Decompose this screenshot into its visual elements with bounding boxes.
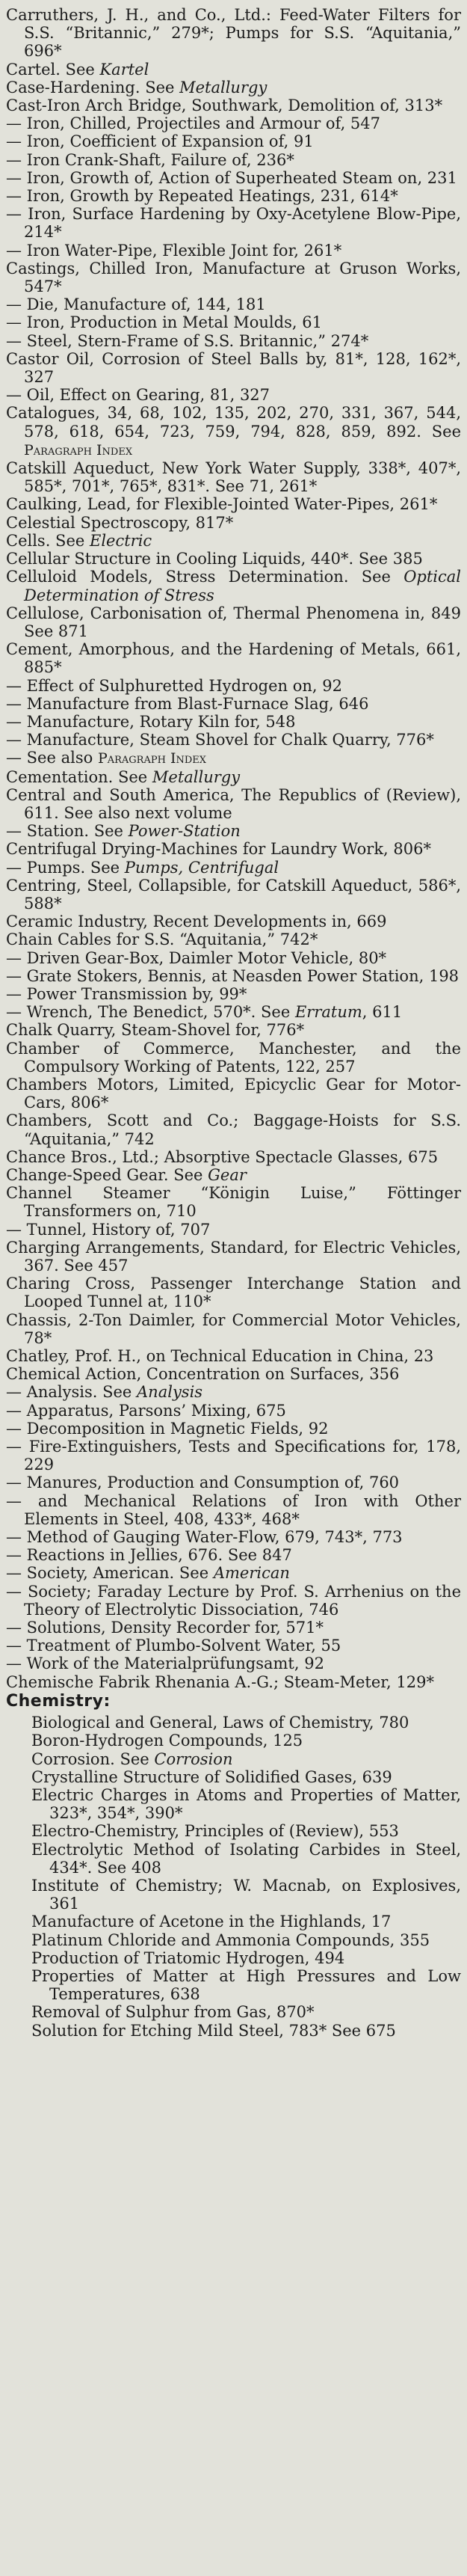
- entry-text: — Solutions, Density Recorder for, 571*: [6, 1619, 324, 1637]
- index-entry: [6, 1021, 461, 1039]
- entry-text: — Manufacture, Steam Shovel for Chalk Quarry, 776*: [6, 731, 434, 749]
- entry-text: Charging Arrangements, Standard, for Electric Vehicles, 367. See 457: [6, 1238, 461, 1275]
- index-entry: [6, 1673, 461, 1691]
- index-entry: [6, 2003, 461, 2021]
- index-entry: [6, 604, 461, 640]
- index-entry: [6, 114, 461, 132]
- entry-text: Production of Triatomic Hydrogen, 494: [31, 1948, 345, 1967]
- entry-text: Centrifugal Drying-Machines for Laundry Work, 806*: [6, 840, 431, 859]
- entry-text: — Society; Faraday Lecture by Prof. S. Arrhenius on the Theory of Electrolytic Dissociation, 746: [6, 1582, 461, 1619]
- entry-text: Boron-Hydrogen Compounds, 125: [31, 1732, 303, 1750]
- entry-text: — Driven Gear-Box, Daimler Motor Vehicle, 80*: [6, 948, 387, 967]
- index-entry: [6, 1528, 461, 1546]
- index-entry: [6, 640, 461, 676]
- cross-reference: Analysis: [137, 1383, 203, 1402]
- index-entry: [6, 1003, 461, 1021]
- index-entry: [6, 1750, 461, 1768]
- index-entry: [6, 1913, 461, 1931]
- entry-text: — Iron, Growth by Repeated Heatings, 231, 614*: [6, 187, 398, 206]
- entry-text: — Treatment of Plumbo-Solvent Water, 55: [6, 1637, 341, 1655]
- index-entry: [6, 1383, 461, 1401]
- index-entry: [6, 1111, 461, 1147]
- entry-text: Solution for Etching Mild Steel, 783* See 675: [31, 2021, 396, 2040]
- entry-text: Platinum Chloride and Ammonia Compounds, 355: [31, 1931, 430, 1949]
- index-entry: [6, 1841, 461, 1877]
- entry-text: — Wrench, The Benedict, 570*. See: [6, 1003, 295, 1022]
- index-entry: [6, 677, 461, 695]
- entry-text: Celluloid Models, Stress Determination. See: [6, 568, 404, 586]
- index-entry: [6, 1311, 461, 1347]
- entry-text: — Reactions in Jellies, 676. See 847: [6, 1546, 292, 1565]
- entry-text: Corrosion. See: [31, 1749, 155, 1768]
- index-entry: [6, 840, 461, 858]
- entry-text: Cementation. See: [6, 767, 152, 786]
- index-entry: [6, 1239, 461, 1275]
- entry-text: Chatley, Prof. H., on Technical Education in China, 23: [6, 1347, 434, 1366]
- cross-reference: Metallurgy: [152, 767, 241, 786]
- chemistry-subentries: [6, 1714, 461, 2040]
- entry-text: — See also: [6, 749, 98, 767]
- entry-text: — Fire-Extinguishers, Tests and Specifications for, 178, 229: [6, 1438, 461, 1474]
- entry-text: Cast-Iron Arch Bridge, Southwark, Demolition of, 313*: [6, 96, 443, 115]
- entry-text: — Iron, Chilled, Projectiles and Armour of, 547: [6, 114, 381, 133]
- index-entry: [6, 1786, 461, 1822]
- index-entry: [6, 1949, 461, 1967]
- entry-text: Electric Charges in Atoms and Properties of Matter, 323*, 354*, 390*: [31, 1785, 461, 1823]
- index-entry: [6, 532, 461, 550]
- index-entry: [6, 713, 461, 731]
- entry-text: — Method of Gauging Water-Flow, 679, 743*, 773: [6, 1528, 403, 1547]
- entry-text: Cartel. See: [6, 60, 100, 79]
- index-entry: [6, 786, 461, 822]
- cross-reference: American: [213, 1564, 290, 1583]
- cross-reference: Metallurgy: [179, 78, 267, 96]
- index-entry: [6, 930, 461, 948]
- entry-text: — Manufacture, Rotary Kiln for, 548: [6, 712, 296, 731]
- index-entry: [6, 749, 461, 767]
- index-entry: [6, 1221, 461, 1239]
- entry-text: — Society, American. See: [6, 1564, 214, 1583]
- index-entry: [6, 350, 461, 386]
- entry-text: Change-Speed Gear. See: [6, 1166, 208, 1184]
- index-entry: [6, 1438, 461, 1473]
- entry-text: — Work of the Materialprüfungsamt, 92: [6, 1655, 324, 1673]
- entry-text: — Grate Stokers, Bennis, at Neasden Power Station, 198: [6, 966, 460, 985]
- entry-text: Centring, Steel, Collapsible, for Catskill Aqueduct, 586*, 588*: [6, 876, 461, 913]
- index-entry: [6, 2022, 461, 2040]
- index-entry: [6, 295, 461, 313]
- entry-text: Chain Cables for S.S. “Aquitania,” 742*: [6, 930, 318, 949]
- entry-text: Castings, Chilled Iron, Manufacture at Gruson Works, 547*: [6, 259, 461, 296]
- entry-text: Charing Cross, Passenger Interchange Station and Looped Tunnel at, 110*: [6, 1275, 461, 1311]
- entry-text: — Apparatus, Parsons’ Mixing, 675: [6, 1401, 286, 1420]
- cross-reference: Electric: [89, 531, 152, 550]
- section-heading-chemistry: Chemistry:: [6, 1691, 111, 1711]
- index-entry: [6, 169, 461, 187]
- entry-text: — Iron, Coefficient of Expansion of, 91: [6, 132, 314, 151]
- entry-text: — Manufacture from Blast-Furnace Slag, 646: [6, 694, 369, 713]
- entry-text: — Oil, Effect on Gearing, 81, 327: [6, 386, 270, 405]
- index-entry: [6, 1420, 461, 1438]
- entry-text: — Iron Crank-Shaft, Failure of, 236*: [6, 150, 294, 169]
- index-entry: [6, 1546, 461, 1564]
- index-entry: [6, 1347, 461, 1365]
- entry-text: Caulking, Lead, for Flexible-Jointed Water-Pipes, 261*: [6, 495, 438, 514]
- index-entry: [6, 1076, 461, 1111]
- entry-text: Electro-Chemistry, Principles of (Review), 553: [31, 1822, 399, 1841]
- cross-reference: Kartel: [99, 60, 149, 79]
- index-entry: [6, 1564, 461, 1582]
- index-entry: [6, 1166, 461, 1184]
- index-entry: [6, 242, 461, 260]
- index-entry: [6, 1148, 461, 1166]
- entry-text: Catalogues, 34, 68, 102, 135, 202, 270, 331, 367, 544, 578, 618, 654, 723, 759, 794, 828, 859, 892. See: [6, 404, 461, 441]
- index-entry: [6, 1402, 461, 1420]
- index-entry: [6, 1040, 461, 1076]
- entry-text: Electrolytic Method of Isolating Carbides in Steel, 434*. See 408: [31, 1840, 461, 1877]
- index-entry: [6, 1655, 461, 1672]
- entry-text: Carruthers, J. H., and Co., Ltd.: Feed-Water Filters for S.S. “Britannic,” 279*; Pumps for S.S. “Aquitania,” 696*: [6, 6, 461, 61]
- entry-text: — Iron, Surface Hardening by Oxy-Acetylene Blow-Pipe, 214*: [6, 205, 461, 242]
- entry-text: Chance Bros., Ltd.; Absorptive Spectacle Glasses, 675: [6, 1147, 439, 1166]
- entry-text: Cement, Amorphous, and the Hardening of Metals, 661, 885*: [6, 640, 461, 677]
- index-entry: [6, 1714, 461, 1732]
- entry-text: — Manures, Production and Consumption of, 760: [6, 1473, 400, 1492]
- entry-text: Central and South America, The Republics of (Review), 611. See also next volume: [6, 785, 461, 822]
- index-entry: [6, 1877, 461, 1913]
- cross-reference: Corrosion: [154, 1749, 233, 1768]
- entry-text: — Iron, Production in Metal Moulds, 61: [6, 313, 322, 332]
- index-entry: [6, 187, 461, 205]
- entry-text: Channel Steamer “Königin Luise,” Föttinger Transformers on, 710: [6, 1184, 461, 1221]
- entry-text: Chambers, Scott and Co.; Baggage-Hoists for S.S. “Aquitania,” 742: [6, 1111, 461, 1148]
- index-entry: [6, 822, 461, 840]
- cross-reference: Optical Determination of Stress: [24, 568, 461, 604]
- cross-reference: Paragraph Index: [97, 750, 207, 767]
- index-entry: [6, 1637, 461, 1655]
- cross-reference: Gear: [208, 1166, 247, 1184]
- index-entry: [6, 79, 461, 96]
- index-entry: [6, 985, 461, 1003]
- index-entry: [6, 459, 461, 495]
- entry-text: — Die, Manufacture of, 144, 181: [6, 295, 266, 314]
- entry-text: Catskill Aqueduct, New York Water Supply, 338*, 407*, 585*, 701*, 765*, 831*. See 71, 261*: [6, 459, 461, 496]
- index-entry: [6, 1967, 461, 2003]
- entry-text-tail: , 611: [362, 1003, 403, 1022]
- entry-text: — Iron, Growth of, Action of Superheated Steam on, 231: [6, 168, 457, 187]
- entry-text: Institute of Chemistry; W. Macnab, on Explosives, 361: [31, 1876, 461, 1913]
- entry-text: Cellular Structure in Cooling Liquids, 440*. See 385: [6, 550, 423, 568]
- entry-text: Ceramic Industry, Recent Developments in, 669: [6, 913, 387, 931]
- index-entry: [6, 695, 461, 713]
- index-entry: [6, 1492, 461, 1528]
- index-entry: [6, 6, 461, 61]
- index-entry: [6, 859, 461, 877]
- entry-text: Chambers Motors, Limited, Epicyclic Gear for Motor-Cars, 806*: [6, 1075, 461, 1112]
- entry-text: — Tunnel, History of, 707: [6, 1220, 211, 1239]
- index-entry: [6, 260, 461, 295]
- index-entry: [6, 404, 461, 459]
- entry-text: Biological and General, Laws of Chemistry, 780: [31, 1714, 409, 1732]
- index-entry: [6, 550, 461, 568]
- entry-text: — Steel, Stern-Frame of S.S. Britannic,” 274*: [6, 331, 369, 350]
- entry-text: — Analysis. See: [6, 1383, 137, 1402]
- index-entry: [6, 1473, 461, 1491]
- entry-text: — Station. See: [6, 822, 129, 841]
- entry-text: Chemical Action, Concentration on Surfaces, 356: [6, 1365, 400, 1384]
- index-entry: [6, 1931, 461, 1949]
- cross-reference: Paragraph Index: [24, 441, 133, 459]
- index-entry: [6, 1365, 461, 1383]
- entry-text: Chamber of Commerce, Manchester, and the Compulsory Working of Patents, 122, 257: [6, 1039, 461, 1076]
- entry-text: Castor Oil, Corrosion of Steel Balls by, 81*, 128, 162*, 327: [6, 349, 461, 387]
- index-entry: [6, 495, 461, 513]
- index-entry: [6, 1768, 461, 1786]
- index-entry: [6, 332, 461, 350]
- entry-text: — Effect of Sulphuretted Hydrogen on, 92: [6, 676, 342, 695]
- index-entry: [6, 1583, 461, 1619]
- cross-reference: Pumps, Centrifugal: [124, 858, 279, 877]
- index-entry: [6, 151, 461, 169]
- entry-text: Properties of Matter at High Pressures and Low Temperatures, 638: [31, 1966, 461, 2004]
- index-entry: [6, 205, 461, 241]
- entry-text: Removal of Sulphur from Gas, 870*: [31, 2003, 315, 2022]
- index-entry: [6, 913, 461, 930]
- index-entry: [6, 768, 461, 786]
- entry-text: — Decomposition in Magnetic Fields, 92: [6, 1419, 329, 1438]
- entry-text: — and Mechanical Relations of Iron with Other Elements in Steel, 408, 433*, 468*: [6, 1491, 461, 1528]
- index-entry: [6, 514, 461, 532]
- entry-text: Case-Hardening. See: [6, 78, 180, 96]
- index-entry: [6, 132, 461, 150]
- index-entry: [6, 1275, 461, 1310]
- entry-text: Chassis, 2-Ton Daimler, for Commercial Motor Vehicles, 78*: [6, 1310, 461, 1347]
- entry-text: Cells. See: [6, 531, 90, 550]
- entry-text: Chalk Quarry, Steam-Shovel for, 776*: [6, 1021, 305, 1040]
- entry-text: — Iron Water-Pipe, Flexible Joint for, 261*: [6, 241, 342, 260]
- entry-text: Celestial Spectroscopy, 817*: [6, 513, 234, 532]
- entry-text: Cellulose, Carbonisation of, Thermal Phenomena in, 849 See 871: [6, 604, 461, 640]
- index-entry: [6, 386, 461, 404]
- entry-text: — Pumps. See: [6, 858, 125, 877]
- index-entry: [6, 1732, 461, 1749]
- index-entry: [6, 967, 461, 985]
- cross-reference: Erratum: [294, 1003, 362, 1022]
- entry-text: Crystalline Structure of Solidified Gases, 639: [31, 1767, 392, 1786]
- index-entry: [6, 313, 461, 331]
- index-entry: [6, 1822, 461, 1840]
- index-entry: [6, 949, 461, 967]
- index-entry: [6, 877, 461, 913]
- cross-reference: Power-Station: [128, 822, 241, 841]
- index-entry: [6, 731, 461, 749]
- index-entry: [6, 1184, 461, 1220]
- index-entry: [6, 1619, 461, 1637]
- entry-text: Chemische Fabrik Rhenania A.-G.; Steam-Meter, 129*: [6, 1672, 434, 1691]
- index-entry: [6, 96, 461, 114]
- index-entry: [6, 61, 461, 79]
- index-entry: [6, 568, 461, 604]
- index-entries: [6, 6, 461, 1691]
- entry-text: Manufacture of Acetone in the Highlands, 17: [31, 1913, 392, 1931]
- entry-text: — Power Transmission by, 99*: [6, 984, 247, 1003]
